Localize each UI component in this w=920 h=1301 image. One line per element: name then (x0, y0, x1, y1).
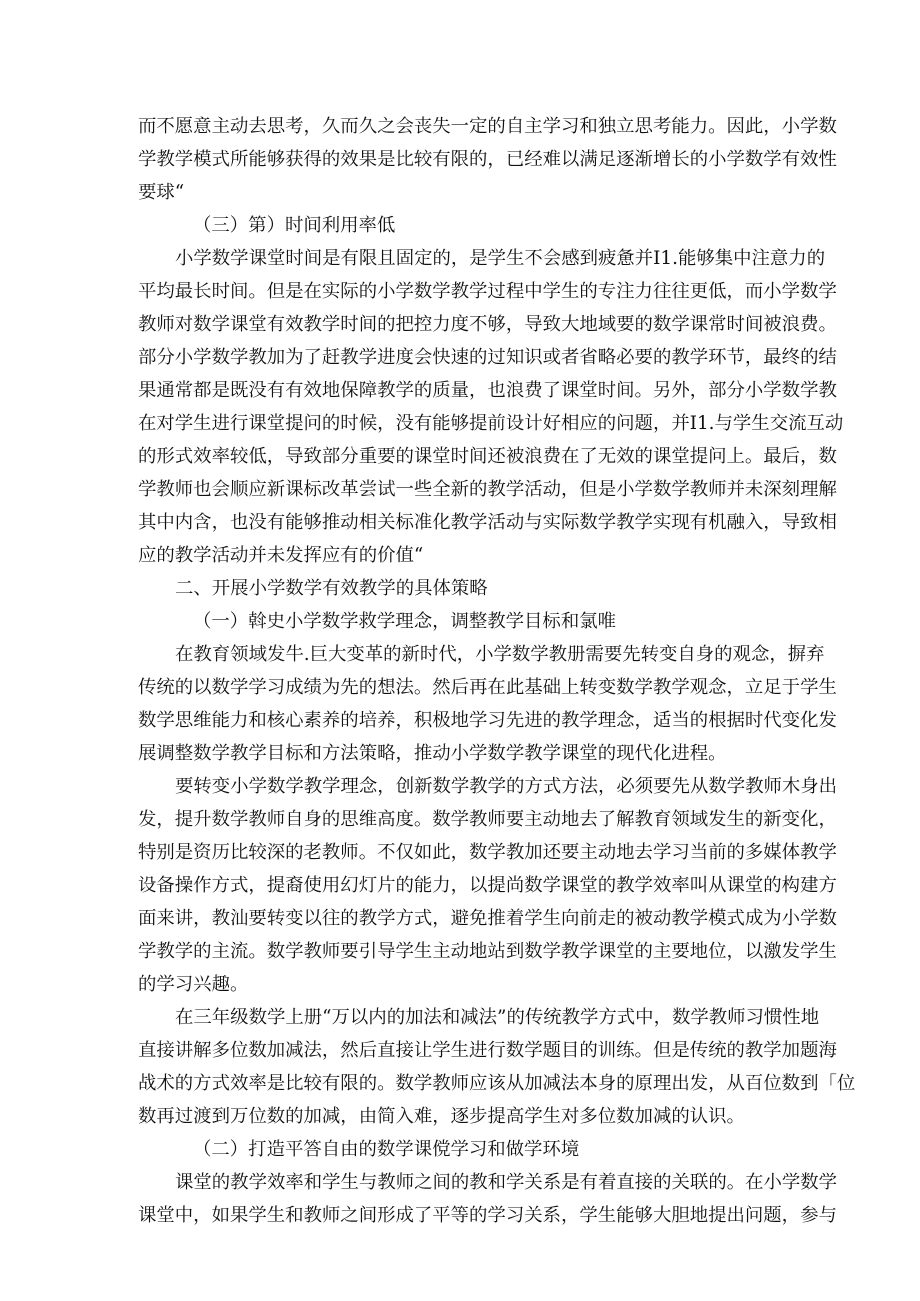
text-line: 应的教学活动并未发挥应有的价值“ (138, 545, 424, 566)
text-line: 课堂的教学效率和学生与教师之间的教和学关系是有着直接的关联的。在小学数学 (175, 1172, 838, 1193)
section-heading: 二、开展小学数学有效教学的具体策略 (175, 578, 488, 599)
text-line: 传统的以数学学习成绩为先的想法。然后再在此基础上转变数学教学观念，立足于学生 (138, 677, 837, 698)
text-line: 其中内含，也没有能够推动相关标准化教学活动与实际数学教学实现有机融入，导致相 (138, 512, 837, 533)
text-line: 的形式效率较低，导致部分重要的课堂时间还被浪费在了无效的课堂提问上。最后，数 (138, 446, 837, 467)
subsection-heading: （一）斡史小学数学救学理念，调整教学目标和氯唯 (193, 611, 616, 632)
text-line: 数学思维能力和核心素养的培养，积极地学习先进的教学理念，适当的根据时代变化发 (138, 710, 837, 731)
text-line: 要转变小学数学教学理念，创新数学教学的方式方法，必须要先从数学教师木身出 (175, 776, 838, 797)
text-line: 在教育领域发牛.巨大变革的新时代，小学数学教册需要先转变自身的观念，摒弃 (175, 644, 825, 665)
text-line: 学教师也会顺应新课标改革尝试一些全新的教学活动，但是小学数学教师并未深刻理解 (138, 479, 837, 500)
text-line: 在三年级数学上册“万以内的加法和减法”的传统教学方式中，数学教师习惯性地 (175, 1007, 820, 1028)
text-line: 战术的方式效率是比较有限的。数学教师应该从加减法本身的原理出发，从百位数到「位 (138, 1073, 856, 1094)
section-heading: （三）第）时间利用率低 (193, 215, 396, 236)
text-line: 的学习兴趣。 (138, 974, 249, 995)
text-line: 平均最长时间。但是在实际的小学数学教学过程中学生的专注力往往更低，而小学数学 (138, 281, 837, 302)
text-line: 数再过渡到万位数的加减，由简入难，逐步提高学生对多位数加减的认识。 (138, 1106, 745, 1127)
text-line: 直接讲解多位数加减法，然后直接让学生进行数学题目的训练。但是传统的教学加题海 (138, 1040, 837, 1061)
subsection-heading: （二）打造平答自由的数学课傥学习和做学环境 (193, 1139, 580, 1160)
text-line: 课堂中，如果学生和教师之间形成了平等的学习关系，学生能够大胆地提出问题，参与 (138, 1205, 837, 1226)
text-line: 要球“ (138, 182, 185, 203)
text-line: 特别是资历比较深的老教师。不仅如此，数学教加还要主动地去学习当前的多媒体教学 (138, 842, 837, 863)
text-line: 部分小学数学教加为了赶教学进度会快速的过知识或者省略必要的教学环节，最终的结 (138, 347, 837, 368)
text-line: 教师对数学课堂有效教学时间的把控力度不够，导致大地域要的数学课常时间被浪费。 (138, 314, 837, 335)
text-line: 学教学模式所能够获得的效果是比较有限的，已经难以满足逐渐增长的小学数学有效性 (138, 149, 837, 170)
text-line: 发，提升数学教师自身的思维高度。数学教师要主动地去了解教育领域发生的新变化， (138, 809, 837, 830)
text-line: 设备操作方式，提裔使用幻灯片的能力，以提尚数学课堂的教学效率叫从课堂的构建方 (138, 875, 837, 896)
text-line: 面来讲，教汕要转变以往的教学方式，避免推着学生向前走的被动教学模式成为小学数 (138, 908, 837, 929)
text-line: 小学数学课堂时间是有限且固定的，是学生不会感到疲惫并I1.能够集中注意力的 (175, 248, 826, 269)
text-line: 在对学生进行课堂提问的时候，没有能够提前设计好相应的问题，并I1.与学生交流互动 (138, 413, 844, 434)
text-line: 果通常都是既没有有效地保障教学的质量，也浪费了课堂时间。另外，部分小学数学教 (138, 380, 837, 401)
text-line: 学教学的主流。数学教师要引导学生主动地站到数学教学课堂的主要地位，以激发学生 (138, 941, 837, 962)
text-line: 展调整数学教学目标和方法策略，推动小学数学教学课堂的现代化进程。 (138, 743, 727, 764)
text-line: 而不愿意主动去思考，久而久之会丧失一定的自主学习和独立思考能力。因此，小学数 (138, 116, 837, 137)
